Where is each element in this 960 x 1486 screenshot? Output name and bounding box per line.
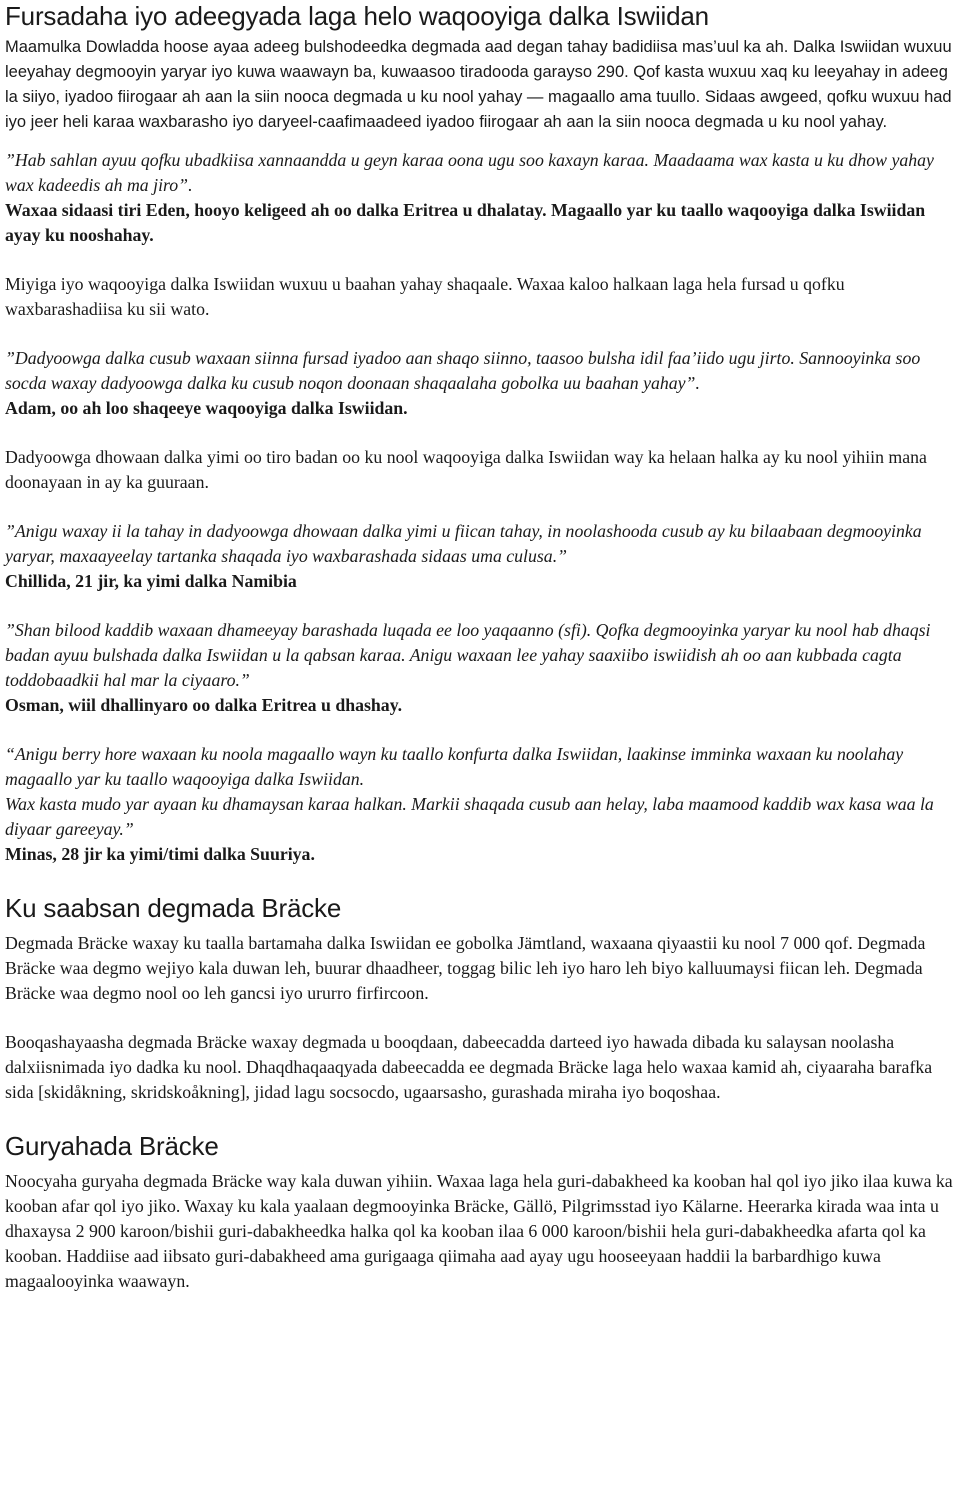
osman-attribution: Osman, wiil dhallinyaro oo dalka Eritrea u dhashay. [5, 695, 403, 715]
minas-attribution: Minas, 28 jir ka yimi/timi dalka Suuriya. [5, 844, 315, 864]
chillida-attribution: Chillida, 21 jir, ka yimi dalka Namibia [5, 571, 297, 591]
adam-quote: ”Dadyoowga dalka cusub waxaan siinna fursad iyadoo aan shaqo siinno, taasoo bulsha idil faa’iido ugu jirto. Sannooyinka soo socda waxay dadyoowga dalka ku cusub noqon doonaan shaqaalaha gobolka uu baahan yahay”. [5, 348, 921, 393]
adam-attribution: Adam, oo ah loo shaqeeye waqooyiga dalka Iswiidan. [5, 398, 408, 418]
minas-quote-part2: Wax kasta mudo yar ayaan ku dhamaysan karaa halkan. Markii shaqada cusub aan helay, laba maamood kaddib wax kasa waa la diyaar gareeyay.” [5, 794, 934, 839]
housing-paragraph: Noocyaha guryaha degmada Bräcke way kala duwan yihiin. Waxaa laga hela guri-dabakheed ka kooban hal qol iyo jiko ilaa kuwa ka kooban afar qol iyo jiko. Waxay ku kala yaalaan degmooyinka Bräcke, Gällö, Pilgrimsstad iyo Kälarne. Heerarka kirada waa inta u dhaxaysa 2 900 karoon/bishii guri-dabakheedka halka qol ka kooban ilaa 6 000 karoon/bishii hela guri-dabakheedka afarta qol ka kooban. Haddiise aad iibsato guri-dabakheed ama gurigaaga qiimaha aad ayay ugu hooseeyaan haddii la barbardhigo kuwa magaalooyinka waawayn. [5, 1171, 953, 1291]
page-title: Fursadaha iyo adeegyada laga helo waqooyiga dalka Iswiidan [5, 1, 709, 31]
eden-attribution: Waxaa sidaasi tiri Eden, hooyo keligeed ah oo dalka Eritrea u dhalatay. Magaallo yar ku taallo waqooyiga dalka Iswiidan ayay ku nooshahay. [5, 200, 926, 245]
minas-quote-part1: “Anigu berry hore waxaan ku noola magaallo wayn ku taallo konfurta dalka Iswiidan, laakinse imminka waxaan ku noolahay magaallo yar ku taallo waqooyiga dalka Iswiidan. [5, 744, 904, 789]
section-heading-bracke: Ku saabsan degmada Bräcke [5, 893, 342, 923]
bracke-paragraph-2: Booqashayaasha degmada Bräcke waxay degmada u booqdaan, dabeecadda darteed iyo hawada dibada ku salaysan noolasha dalxiisnimada iyo dadka ku nool. Dhaqdhaqaaqyada dabeecadda ee degmada Bräcke laga helo waxaa kamid ah, ciyaaraha barafka sida [skidåkning, skridskoåkning], jidad lagu socsocdo, ugaarsasho, gurashada miraha iyo boqoshaa. [5, 1032, 933, 1102]
intro-paragraph: Maamulka Dowladda hoose ayaa adeeg bulshodeedka degmada aad degan tahay badidiisa mas’uul ka ah. Dalka Iswiidan wuxuu leeyahay degmooyin yaryar iyo kuwa waawayn ba, kuwaasoo tiradooda garayso 290. Qof kasta wuxuu xaq ku leeyahay in adeeg la siiyo, iyadoo fiirogaar ah aan la siin nooca degmada u ku nool yahay — magaallo ama tuullo. Sidaas awgeed, qofku wuxuu had iyo jeer heli karaa waxbarasho iyo daryeel-caafimaadeed iyadoo fiirogaar ah aan la siin nooca degmada u ku nool yahay. [5, 38, 952, 131]
osman-quote: ”Shan bilood kaddib waxaan dhameeyay barashada luqada ee loo yaqaanno (sfi). Qofka degmooyinka yaryar ku nool hab dhaqsi badan ayuu bulshada dalka Iswiidan u la qabsan karaa. Anigu waxaan lee yahay saaxiibo iswiidish ah oo aan kubbada cagta toddobaadkii hal mar la ciyaaro.” [5, 620, 931, 690]
bracke-paragraph-1: Degmada Bräcke waxay ku taalla bartamaha dalka Iswiidan ee gobolka Jämtland, waxaana qiyaastii ku nool 7 000 qof. Degmada Bräcke waa degmo wejiyo kala duwan leh, buurar dhaadheer, toggag bilic leh iyo haro leh biyo kalluumaysi fiican leh. Degmada Bräcke waa degmo nool oo leh gancsi iyo ururro firfircoon. [5, 933, 926, 1003]
section-heading-housing: Guryahada Bräcke [5, 1131, 219, 1161]
workforce-paragraph: Miyiga iyo waqooyiga dalka Iswiidan wuxuu u baahan yahay shaqaale. Waxaa kaloo halkaan laga hela fursad u qofku waxbarashadiisa ku sii wato. [5, 274, 845, 319]
newcomers-paragraph: Dadyoowga dhowaan dalka yimi oo tiro badan oo ku nool waqooyiga dalka Iswiidan way ka helaan halka ay ku nool yihiin mana doonayaan in ay ka guuraan. [5, 447, 927, 492]
eden-quote: ”Hab sahlan ayuu qofku ubadkiisa xannaandda u geyn karaa oona ugu soo kaxayn karaa. Maadaama wax kasta u ku dhow yahay wax kadeedis ah ma jiro”. [5, 150, 934, 195]
chillida-quote: ”Anigu waxay ii la tahay in dadyoowga dhowaan dalka yimi u fiican tahay, in noolashooda cusub ay ku bilaabaan degmooyinka yaryar, maxaayeelay tartanka shaqada iyo waxbarashada sidaas uma culusa.” [5, 521, 922, 566]
